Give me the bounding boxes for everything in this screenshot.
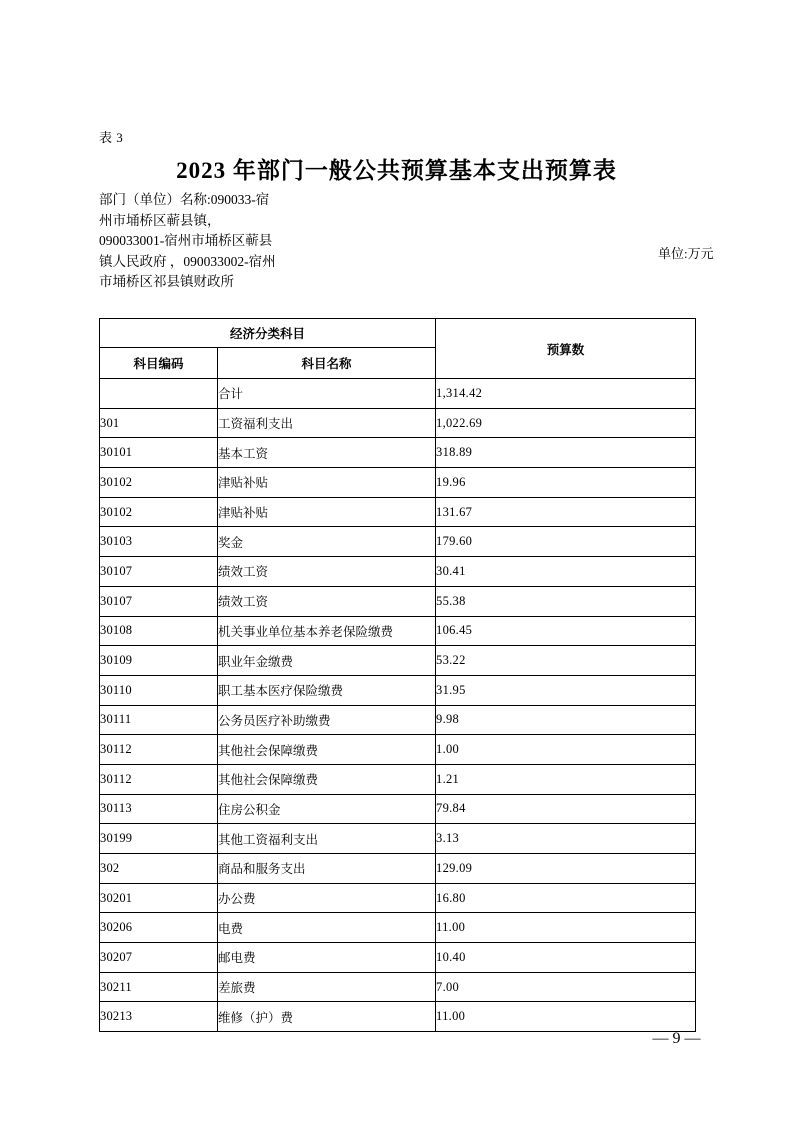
cell-code: 30211	[100, 972, 218, 1002]
cell-name: 维修（护）费	[218, 1002, 436, 1032]
cell-code: 30103	[100, 527, 218, 557]
cell-name: 商品和服务支出	[218, 854, 436, 884]
cell-amount: 131.67	[436, 497, 696, 527]
cell-code: 30107	[100, 586, 218, 616]
cell-code: 30201	[100, 883, 218, 913]
cell-name: 邮电费	[218, 943, 436, 973]
cell-amount: 11.00	[436, 913, 696, 943]
cell-name: 工资福利支出	[218, 408, 436, 438]
cell-amount: 55.38	[436, 586, 696, 616]
table-row	[100, 943, 696, 973]
sheet-label: 表 3	[99, 130, 124, 145]
cell-code	[100, 379, 218, 409]
table-row	[100, 913, 696, 943]
table-row	[100, 646, 696, 676]
cell-amount: 1.21	[436, 764, 696, 794]
table-row	[100, 438, 696, 468]
header-economic-category: 经济分类科目	[100, 319, 436, 348]
cell-code: 30206	[100, 913, 218, 943]
table-row	[100, 497, 696, 527]
cell-name: 其他社会保障缴费	[218, 735, 436, 765]
cell-name: 办公费	[218, 883, 436, 913]
cell-name: 津贴补贴	[218, 468, 436, 498]
cell-amount: 53.22	[436, 646, 696, 676]
cell-amount: 1,022.69	[436, 408, 696, 438]
cell-code: 30112	[100, 764, 218, 794]
table-row	[100, 586, 696, 616]
cell-name: 奖金	[218, 527, 436, 557]
cell-amount: 3.13	[436, 824, 696, 854]
cell-amount: 1.00	[436, 735, 696, 765]
table-row	[100, 408, 696, 438]
cell-amount: 7.00	[436, 972, 696, 1002]
header-subject-name: 科目名称	[218, 348, 436, 379]
cell-amount: 30.41	[436, 557, 696, 587]
table-row	[100, 972, 696, 1002]
table-row	[100, 735, 696, 765]
cell-code: 30102	[100, 497, 218, 527]
table-row	[100, 705, 696, 735]
cell-code: 30112	[100, 735, 218, 765]
table-row	[100, 794, 696, 824]
cell-name: 机关事业单位基本养老保险缴费	[218, 616, 436, 646]
cell-amount: 31.95	[436, 675, 696, 705]
table-header-row-1	[100, 319, 696, 348]
cell-name: 绩效工资	[218, 586, 436, 616]
table-body	[100, 379, 696, 1032]
page-title: 2023 年部门一般公共预算基本支出预算表	[176, 158, 617, 183]
cell-code: 30109	[100, 646, 218, 676]
cell-name: 职业年金缴费	[218, 646, 436, 676]
cell-name: 合计	[218, 379, 436, 409]
cell-amount: 11.00	[436, 1002, 696, 1032]
table-row	[100, 468, 696, 498]
cell-code: 302	[100, 854, 218, 884]
cell-name: 职工基本医疗保险缴费	[218, 675, 436, 705]
cell-amount: 16.80	[436, 883, 696, 913]
cell-amount: 129.09	[436, 854, 696, 884]
cell-amount: 1,314.42	[436, 379, 696, 409]
cell-code: 30107	[100, 557, 218, 587]
header-budget-amount: 预算数	[436, 319, 696, 379]
cell-code: 30110	[100, 675, 218, 705]
cell-amount: 179.60	[436, 527, 696, 557]
table-row	[100, 616, 696, 646]
table-row	[100, 557, 696, 587]
department-name-block: 部门（单位）名称:090033-宿州市埇桥区蕲县镇，090033001-宿州市埇桥区蕲县镇人民政府 ，090033002-宿州市埇桥区祁县镇财政所	[99, 192, 276, 289]
cell-code: 30199	[100, 824, 218, 854]
table-row	[100, 854, 696, 884]
cell-name: 其他工资福利支出	[218, 824, 436, 854]
cell-name: 绩效工资	[218, 557, 436, 587]
cell-name: 差旅费	[218, 972, 436, 1002]
cell-code: 30101	[100, 438, 218, 468]
cell-name: 电费	[218, 913, 436, 943]
table-row	[100, 527, 696, 557]
cell-code: 30113	[100, 794, 218, 824]
cell-name: 津贴补贴	[218, 497, 436, 527]
cell-name: 住房公积金	[218, 794, 436, 824]
cell-amount: 10.40	[436, 943, 696, 973]
table-row	[100, 1002, 696, 1032]
cell-code: 301	[100, 408, 218, 438]
table-row	[100, 764, 696, 794]
cell-amount: 9.98	[436, 705, 696, 735]
cell-amount: 79.84	[436, 794, 696, 824]
cell-code: 30207	[100, 943, 218, 973]
cell-name: 基本工资	[218, 438, 436, 468]
table-row	[100, 379, 696, 409]
header-subject-code: 科目编码	[100, 348, 218, 379]
cell-code: 30111	[100, 705, 218, 735]
budget-table	[99, 318, 696, 1032]
page-number: — 9 —	[652, 1030, 701, 1047]
cell-code: 30102	[100, 468, 218, 498]
table-row	[100, 824, 696, 854]
cell-name: 公务员医疗补助缴费	[218, 705, 436, 735]
cell-amount: 318.89	[436, 438, 696, 468]
unit-note: 单位:万元	[658, 246, 714, 261]
cell-amount: 19.96	[436, 468, 696, 498]
table-row	[100, 675, 696, 705]
table-row	[100, 883, 696, 913]
cell-name: 其他社会保障缴费	[218, 764, 436, 794]
cell-amount: 106.45	[436, 616, 696, 646]
cell-code: 30108	[100, 616, 218, 646]
cell-code: 30213	[100, 1002, 218, 1032]
table-header	[100, 319, 696, 379]
